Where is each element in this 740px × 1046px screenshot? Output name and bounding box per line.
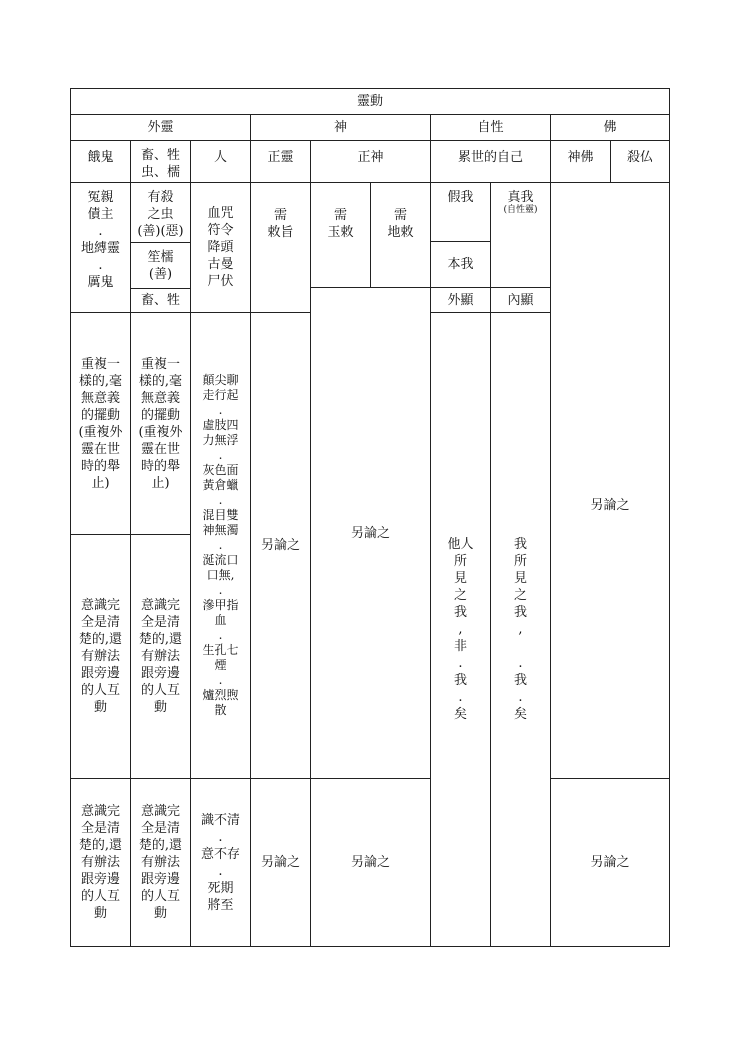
cell-god-other: 另論之 xyxy=(350,525,390,541)
cell-insect-repeat: 重複一 樣的,毫 無意義 的擺動 (重複外 靈在世 時的舉 止) xyxy=(138,356,183,491)
cell-human-final: 識不清 . 意不存 . 死期 將至 xyxy=(200,812,240,913)
header-god-buddha: 神佛 xyxy=(567,150,594,165)
header-kill-buddha: 殺仏 xyxy=(626,150,653,165)
table-title: 靈動 xyxy=(356,94,383,109)
group-buddha: 佛 xyxy=(603,120,617,135)
cell-righteous-edict: 需 敕旨 xyxy=(267,208,294,240)
cell-god-final: 另論之 xyxy=(350,855,390,870)
cell-original-self: 本我 xyxy=(447,257,474,272)
cell-human-symptoms: 顛尖聊 走行起 . 虛肢四 力無浮 . 灰色面 黃倉蠟 . 混目雙 神無濁 . 涎流口 口無, . 滲甲指 血 . 生孔七 煙 . 爐烈煦 散 xyxy=(202,373,239,717)
cell-insect-killing: 有殺 之虫 (善)(惡) xyxy=(137,190,184,239)
cell-buddha-final: 另論之 xyxy=(590,855,630,870)
cell-insect-conscious: 意識完 全是清 楚的,還 有辦法 跟旁邊 的人互 動 xyxy=(138,598,183,715)
cell-ghost-conscious: 意識完 全是清 楚的,還 有辦法 跟旁邊 的人互 動 xyxy=(78,598,123,715)
cell-outer-self-view: 他人 所 見 之 我 , 非 . 我 . 矣 xyxy=(447,537,474,722)
group-god: 神 xyxy=(333,120,347,135)
cell-inner-self-view: 我 所 見 之 我 , . 我 . 矣 xyxy=(513,537,527,722)
cell-true-self-note: (自性靈) xyxy=(503,204,538,215)
cell-ghost-types: 冤親 債主 . 地縛靈 . 厲鬼 xyxy=(80,190,120,290)
cell-ghost-repeat: 重複一 樣的,毫 無意義 的擺動 (重複外 靈在世 時的舉 止) xyxy=(78,356,123,491)
header-true-god: 正神 xyxy=(357,150,384,165)
cell-buddha-other: 另論之 xyxy=(590,498,630,513)
cell-outer-show: 外顯 xyxy=(447,292,474,308)
cell-righteous-final: 另論之 xyxy=(260,855,300,870)
group-outer-spirit: 外靈 xyxy=(147,120,174,135)
cell-true-self: 真我 xyxy=(507,190,534,205)
header-animals: 畜、牲 虫、檽 xyxy=(140,148,180,180)
cell-earth-edict: 需 地敕 xyxy=(387,208,414,240)
cell-insect-final: 意識完 全是清 楚的,還 有辦法 跟旁邊 的人互 動 xyxy=(138,804,183,921)
cell-livestock: 畜、牲 xyxy=(140,293,180,308)
cell-ghost-final: 意識完 全是清 楚的,還 有辦法 跟旁邊 的人互 動 xyxy=(78,804,123,921)
cell-righteous-other: 另論之 xyxy=(260,538,300,553)
header-righteous-spirit: 正靈 xyxy=(267,150,294,165)
cell-jade-edict: 需 玉敕 xyxy=(327,208,354,240)
cell-false-self: 假我 xyxy=(447,190,474,205)
header-human: 人 xyxy=(213,150,227,165)
group-self-nature: 自性 xyxy=(477,120,504,135)
cell-human-curses: 血咒 符令 降頭 古曼 尸伏 xyxy=(207,206,234,289)
cell-insect-good: 笙檽 (善) xyxy=(147,249,174,282)
cell-inner-show: 內顯 xyxy=(507,292,534,308)
header-past-self: 累世的自己 xyxy=(457,150,523,165)
header-hungry-ghost: 餓鬼 xyxy=(87,150,114,165)
